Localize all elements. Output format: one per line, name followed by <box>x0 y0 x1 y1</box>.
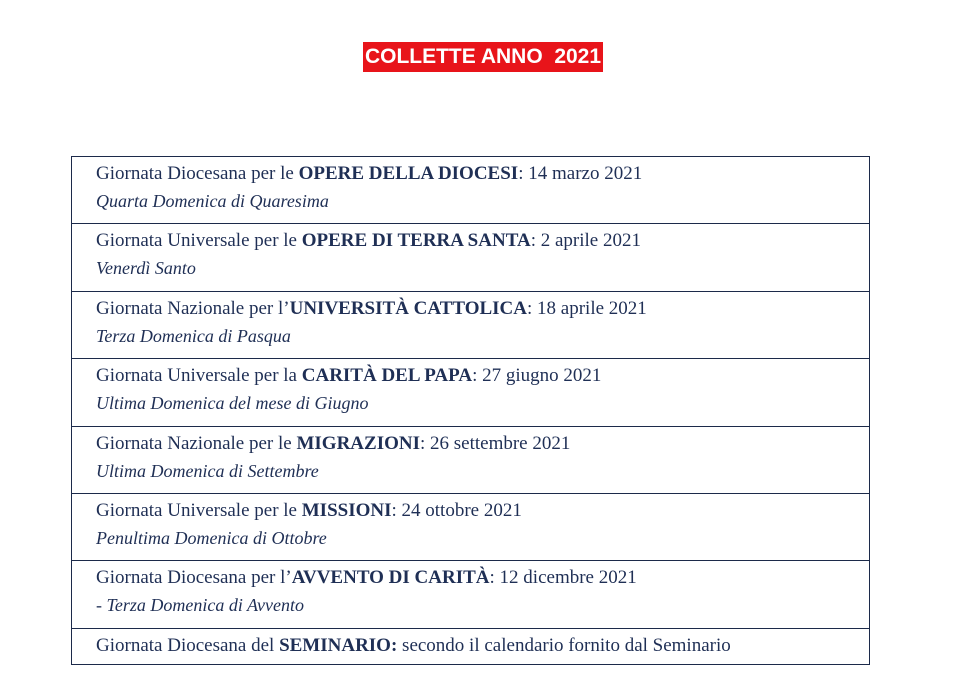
table-row <box>72 494 869 561</box>
row-note: Ultima Domenica del mese di Giugno <box>96 393 369 414</box>
row-heading <box>96 161 869 187</box>
title-container <box>0 42 966 72</box>
row-prefix: Giornata Nazionale per l’ <box>96 297 290 319</box>
row-heading <box>96 565 869 591</box>
row-prefix: Giornata Nazionale per le <box>96 432 297 454</box>
row-note: Ultima Domenica di Settembre <box>96 460 319 481</box>
collections-table <box>71 156 870 665</box>
row-note: Venerdì Santo <box>96 258 196 279</box>
row-date: : 24 ottobre 2021 <box>391 499 522 521</box>
table-row <box>72 629 869 664</box>
row-note: Terza Domenica di Pasqua <box>96 325 291 346</box>
row-prefix: Giornata Diocesana per le <box>96 163 299 184</box>
row-bold-title: CARITÀ DEL PAPA <box>301 365 473 387</box>
row-bold-title: MISSIONI <box>301 499 392 521</box>
row-suffix: secondo il calendario fornito dal Seminario <box>397 634 731 656</box>
row-date: : 27 giugno 2021 <box>472 365 602 387</box>
row-date: : 26 settembre 2021 <box>419 432 571 454</box>
table-row <box>72 292 869 359</box>
row-prefix: Giornata Diocesana per l’ <box>96 567 292 589</box>
row-date: : 12 dicembre 2021 <box>489 567 637 589</box>
table-row <box>72 224 869 291</box>
row-bold-title: OPERE DELLA DIOCESI <box>298 163 519 184</box>
row-heading <box>96 296 869 322</box>
row-prefix: Giornata Diocesana del <box>96 634 280 656</box>
row-note: - Terza Domenica di Avvento <box>96 595 304 616</box>
row-date: : 18 aprile 2021 <box>527 297 647 319</box>
row-bold-title: SEMINARIO: <box>279 634 398 656</box>
row-note: Quarta Domenica di Quaresima <box>96 191 329 211</box>
row-prefix: Giornata Universale per le <box>96 230 302 252</box>
row-bold-title: AVVENTO DI CARITÀ <box>291 567 490 589</box>
row-date: : 14 marzo 2021 <box>518 163 643 184</box>
row-note: Penultima Domenica di Ottobre <box>96 527 327 548</box>
table-row <box>72 157 869 224</box>
row-heading <box>96 228 869 254</box>
row-date: : 2 aprile 2021 <box>530 230 641 252</box>
row-heading <box>96 498 869 524</box>
table-row <box>72 359 869 426</box>
table-row <box>72 561 869 628</box>
row-bold-title: OPERE DI TERRA SANTA <box>301 230 531 252</box>
row-heading <box>96 363 869 389</box>
row-heading <box>96 633 869 659</box>
row-bold-title: UNIVERSITÀ CATTOLICA <box>289 297 527 319</box>
row-prefix: Giornata Universale per le <box>96 499 302 521</box>
page-title: COLLETTE ANNO 2021 <box>363 42 603 72</box>
row-heading <box>96 431 869 457</box>
row-bold-title: MIGRAZIONI <box>296 432 420 454</box>
row-prefix: Giornata Universale per la <box>96 365 302 387</box>
table-row <box>72 427 869 494</box>
